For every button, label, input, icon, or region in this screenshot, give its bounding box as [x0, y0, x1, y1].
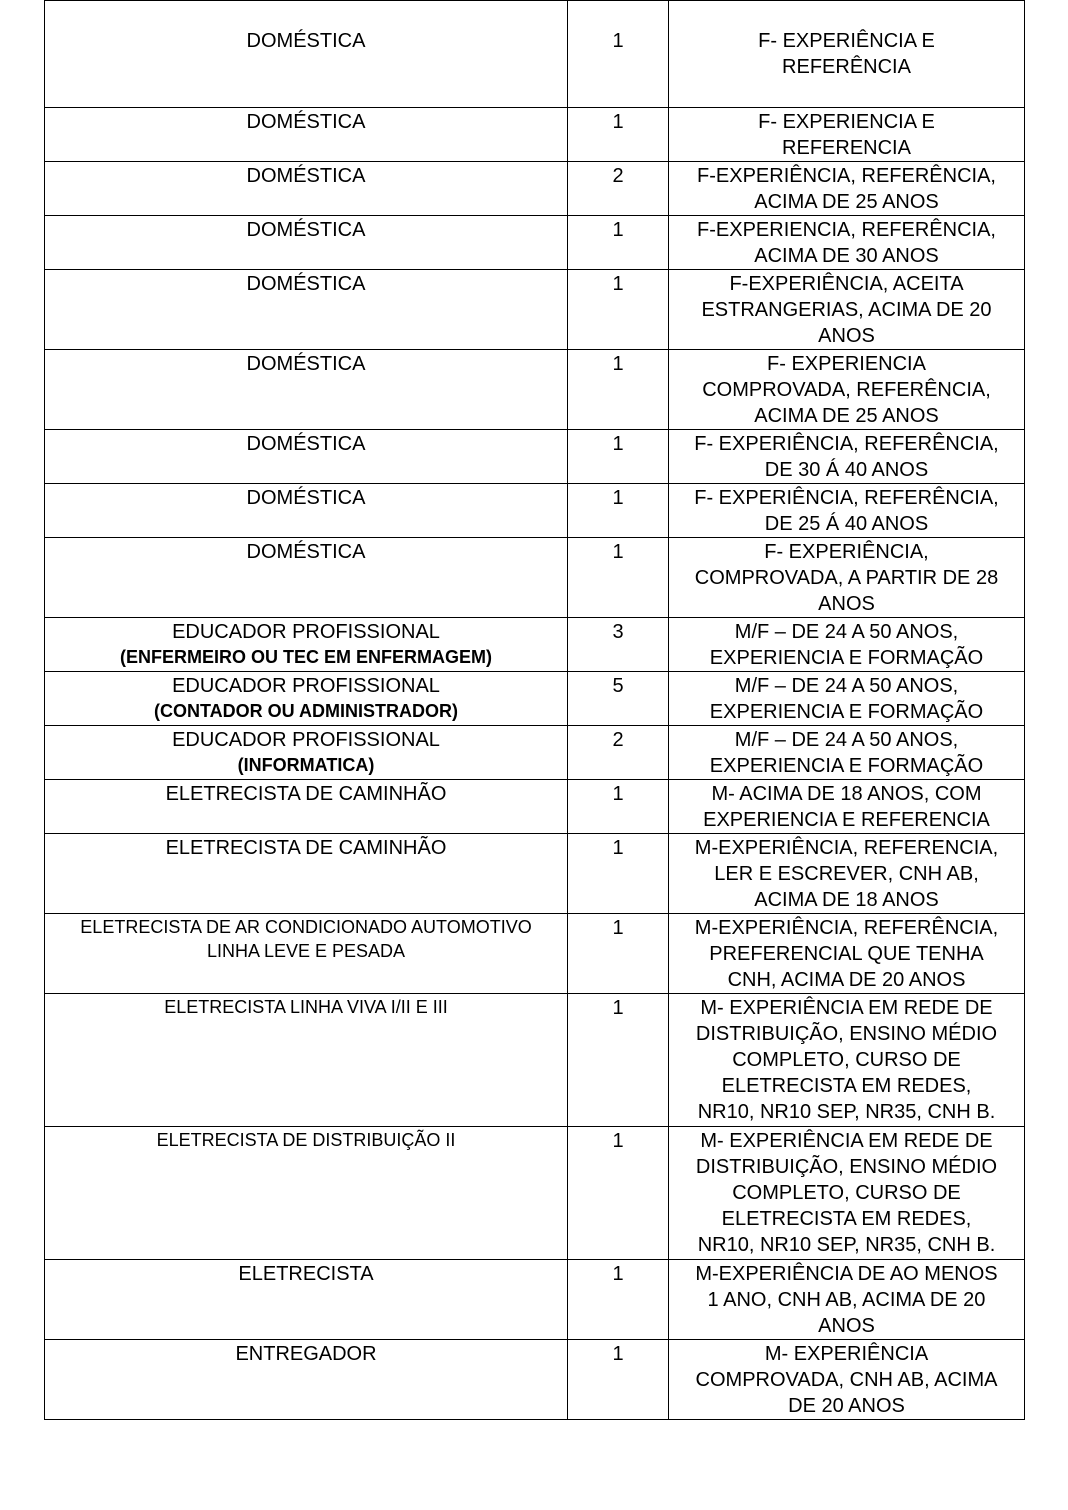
quantity-cell: 1 [568, 914, 669, 994]
quantity-cell: 2 [568, 162, 669, 216]
role-cell [45, 994, 568, 1127]
requirement-line: DE 25 Á 40 ANOS [764, 513, 929, 535]
requirements-cell [669, 618, 1025, 672]
requirement-line: DISTRIBUIÇÃO, ENSINO MÉDIO [695, 1156, 998, 1178]
table-row [45, 484, 1025, 538]
role-title: DOMÉSTICA [246, 541, 366, 563]
requirement-line: M- ACIMA DE 18 ANOS, COM [711, 783, 982, 805]
requirement-line: REFERÊNCIA [782, 56, 911, 78]
requirement-line: F- EXPERIENCIA E [758, 111, 935, 133]
role-title: ELETRECISTA DE DISTRIBUIÇÃO II [156, 1130, 456, 1150]
quantity-cell: 1 [568, 270, 669, 350]
role-cell [45, 430, 568, 484]
requirement-line: EXPERIENCIA E REFERENCIA [703, 809, 990, 831]
table-row [45, 672, 1025, 726]
requirement-line: PREFERENCIAL QUE TENHA [709, 943, 984, 965]
quantity-cell: 1 [568, 350, 669, 430]
quantity-cell: 1 [568, 108, 669, 162]
requirement-line: DE 20 ANOS [788, 1395, 905, 1417]
role-title: DOMÉSTICA [246, 353, 366, 375]
table-row [45, 1260, 1025, 1340]
quantity-cell: 1 [568, 216, 669, 270]
requirements-cell [669, 162, 1025, 216]
quantity-cell: 5 [568, 672, 669, 726]
requirement-line: ESTRANGERIAS, ACIMA DE 20 [701, 299, 992, 321]
requirements-cell [669, 538, 1025, 618]
requirement-line: EXPERIENCIA E FORMAÇÃO [709, 647, 984, 669]
requirement-line: M/F – DE 24 A 50 ANOS, [734, 729, 959, 751]
requirement-line: F- EXPERIÊNCIA, REFERÊNCIA, [694, 487, 999, 509]
quantity-cell: 1 [568, 994, 669, 1127]
role-title: DOMÉSTICA [246, 433, 366, 455]
requirement-line: ACIMA DE 18 ANOS [754, 889, 939, 911]
role-title: DOMÉSTICA [246, 219, 366, 241]
requirement-line: F- EXPERIÊNCIA, [764, 541, 929, 563]
role-title: ELETRECISTA [238, 1263, 374, 1285]
requirements-cell [669, 672, 1025, 726]
requirements-cell [669, 484, 1025, 538]
requirements-cell [669, 914, 1025, 994]
table-row [45, 430, 1025, 484]
table-row [45, 162, 1025, 216]
requirement-line: ACIMA DE 25 ANOS [754, 405, 939, 427]
requirement-line: DISTRIBUIÇÃO, ENSINO MÉDIO [695, 1023, 998, 1045]
requirements-cell [669, 1127, 1025, 1260]
table-row [45, 1340, 1025, 1420]
requirement-line: LER E ESCREVER, CNH AB, [714, 863, 979, 885]
role-title: ELETRECISTA DE CAMINHÃO [165, 837, 447, 859]
quantity-cell: 1 [568, 834, 669, 914]
role-cell [45, 350, 568, 430]
requirement-line: M- EXPERIÊNCIA EM REDE DE [700, 1130, 993, 1152]
quantity-cell: 1 [568, 1340, 669, 1420]
requirements-cell [669, 994, 1025, 1127]
requirement-line: 1 ANO, CNH AB, ACIMA DE 20 [707, 1289, 986, 1311]
role-specialization: (CONTADOR OU ADMINISTRADOR) [154, 701, 458, 721]
requirements-cell [669, 350, 1025, 430]
quantity-cell: 1 [568, 484, 669, 538]
role-title: ELETRECISTA DE AR CONDICIONADO AUTOMOTIVO [80, 917, 532, 937]
requirement-line: ANOS [818, 325, 875, 347]
role-cell [45, 162, 568, 216]
job-vacancies-table [44, 0, 1025, 1420]
table-row [45, 350, 1025, 430]
role-cell [45, 1340, 568, 1420]
quantity-cell: 1 [568, 1260, 669, 1340]
requirements-cell [669, 726, 1025, 780]
quantity-cell: 1 [568, 780, 669, 834]
role-specialization: (INFORMATICA) [237, 755, 375, 775]
requirement-line: REFERENCIA [782, 137, 911, 159]
requirement-line: F- EXPERIÊNCIA E [758, 30, 935, 52]
requirement-line: NR10, NR10 SEP, NR35, CNH B. [697, 1234, 996, 1256]
requirement-line: NR10, NR10 SEP, NR35, CNH B. [697, 1101, 996, 1123]
role-cell [45, 108, 568, 162]
requirement-line: M/F – DE 24 A 50 ANOS, [734, 621, 959, 643]
role-cell [45, 672, 568, 726]
quantity-cell: 1 [568, 430, 669, 484]
role-cell [45, 1, 568, 108]
table-row [45, 538, 1025, 618]
requirement-line: COMPROVADA, A PARTIR DE 28 [694, 567, 999, 589]
role-cell [45, 270, 568, 350]
requirement-line: F- EXPERIENCIA [767, 353, 926, 375]
requirement-line: ELETRECISTA EM REDES, [721, 1075, 972, 1097]
table-row [45, 994, 1025, 1127]
role-specialization: (ENFERMEIRO OU TEC EM ENFERMAGEM) [120, 647, 492, 667]
role-cell [45, 618, 568, 672]
table-row [45, 270, 1025, 350]
role-cell [45, 1127, 568, 1260]
role-title: DOMÉSTICA [246, 487, 366, 509]
table-row [45, 834, 1025, 914]
role-cell [45, 780, 568, 834]
quantity-cell: 1 [568, 538, 669, 618]
requirement-line: ACIMA DE 25 ANOS [754, 191, 939, 213]
table-row [45, 1127, 1025, 1260]
requirements-cell [669, 1340, 1025, 1420]
requirement-line: EXPERIENCIA E FORMAÇÃO [709, 755, 984, 777]
table-row [45, 618, 1025, 672]
role-title: ELETRECISTA DE CAMINHÃO [165, 783, 447, 805]
requirements-cell [669, 108, 1025, 162]
requirements-cell [669, 430, 1025, 484]
table-row [45, 780, 1025, 834]
table-row [45, 726, 1025, 780]
role-title: DOMÉSTICA [246, 165, 366, 187]
role-cell [45, 914, 568, 994]
requirement-line: F-EXPERIENCIA, REFERÊNCIA, [697, 219, 996, 241]
role-title: DOMÉSTICA [246, 273, 366, 295]
quantity-cell: 1 [568, 1, 669, 108]
role-title: DOMÉSTICA [246, 111, 366, 133]
table-row [45, 914, 1025, 994]
requirement-line: M-EXPERIÊNCIA DE AO MENOS [695, 1263, 998, 1285]
requirement-line: M/F – DE 24 A 50 ANOS, [734, 675, 959, 697]
role-title: ELETRECISTA LINHA VIVA I/II E III [164, 997, 448, 1017]
requirement-line: ACIMA DE 30 ANOS [754, 245, 939, 267]
role-title: EDUCADOR PROFISSIONAL [172, 621, 440, 643]
requirement-line: M- EXPERIÊNCIA [764, 1343, 929, 1365]
requirement-line: COMPLETO, CURSO DE [732, 1182, 961, 1204]
requirements-cell [669, 270, 1025, 350]
requirement-line: DE 30 Á 40 ANOS [764, 459, 929, 481]
table-row [45, 1, 1025, 108]
requirement-line: CNH, ACIMA DE 20 ANOS [727, 969, 966, 991]
requirement-line: COMPROVADA, CNH AB, ACIMA [695, 1369, 998, 1391]
role-title: EDUCADOR PROFISSIONAL [172, 729, 440, 751]
requirement-line: M-EXPERIÊNCIA, REFERENCIA, [694, 837, 999, 859]
table-row [45, 216, 1025, 270]
role-title: EDUCADOR PROFISSIONAL [172, 675, 440, 697]
requirement-line: F- EXPERIÊNCIA, REFERÊNCIA, [694, 433, 999, 455]
requirement-line: ANOS [818, 593, 875, 615]
quantity-cell: 1 [568, 1127, 669, 1260]
quantity-cell: 3 [568, 618, 669, 672]
role-cell [45, 538, 568, 618]
role-cell [45, 484, 568, 538]
role-cell [45, 1260, 568, 1340]
requirement-line: F-EXPERIÊNCIA, ACEITA [729, 273, 964, 295]
requirements-cell [669, 780, 1025, 834]
role-cell [45, 726, 568, 780]
requirements-cell [669, 834, 1025, 914]
table-row [45, 108, 1025, 162]
role-title: ENTREGADOR [235, 1343, 377, 1365]
requirement-line: COMPLETO, CURSO DE [732, 1049, 961, 1071]
role-cell [45, 834, 568, 914]
role-title: DOMÉSTICA [246, 30, 366, 52]
requirement-line: F-EXPERIÊNCIA, REFERÊNCIA, [697, 165, 996, 187]
role-subtitle: LINHA LEVE E PESADA [206, 941, 406, 961]
quantity-cell: 2 [568, 726, 669, 780]
requirement-line: M- EXPERIÊNCIA EM REDE DE [700, 997, 993, 1019]
requirement-line: ANOS [818, 1315, 875, 1337]
requirement-line: EXPERIENCIA E FORMAÇÃO [709, 701, 984, 723]
requirements-cell [669, 216, 1025, 270]
requirement-line: ELETRECISTA EM REDES, [721, 1208, 972, 1230]
requirements-cell [669, 1, 1025, 108]
requirements-cell [669, 1260, 1025, 1340]
requirement-line: COMPROVADA, REFERÊNCIA, [702, 379, 991, 401]
requirement-line: M-EXPERIÊNCIA, REFERÊNCIA, [694, 917, 999, 939]
role-cell [45, 216, 568, 270]
